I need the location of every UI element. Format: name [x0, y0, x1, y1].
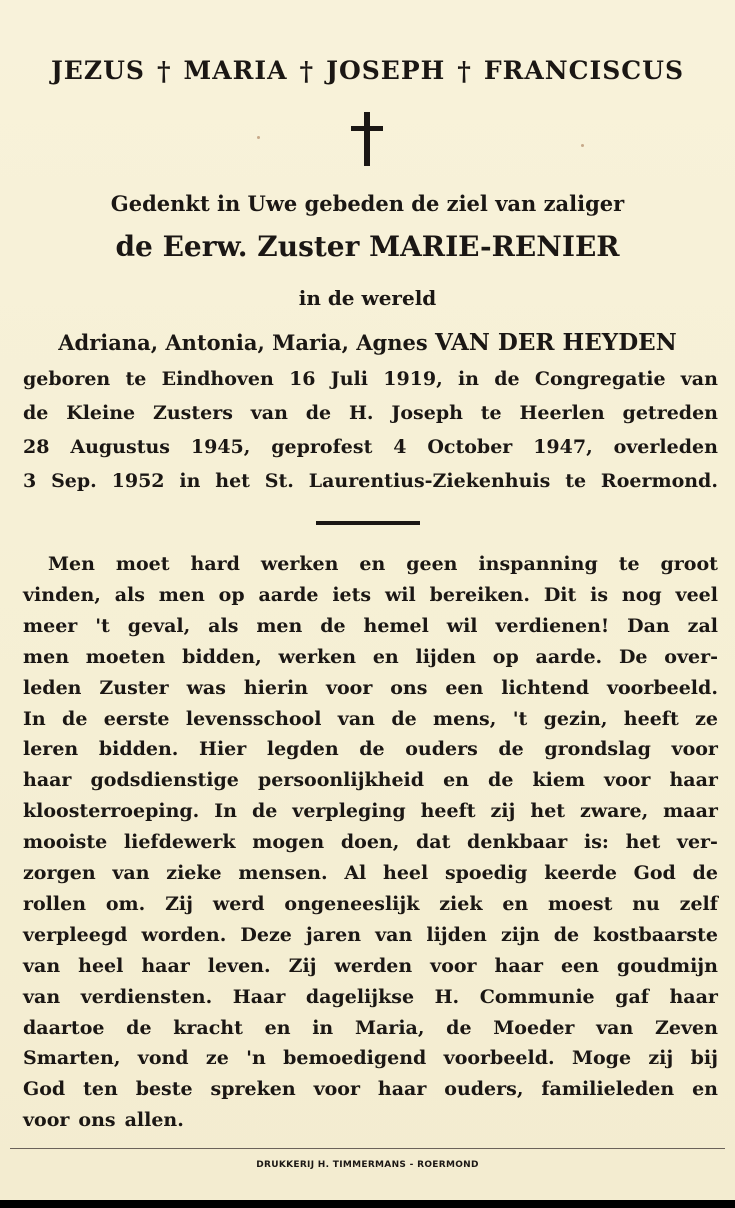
- word: wil: [384, 583, 416, 606]
- word: een: [445, 676, 484, 699]
- bottom-edge: [0, 1200, 735, 1208]
- word: vond: [137, 1047, 189, 1070]
- word: als: [114, 583, 145, 606]
- meditation-line: [23, 1017, 718, 1039]
- word: doen,: [340, 831, 400, 854]
- word: werd: [212, 892, 265, 915]
- word: verpleging: [292, 800, 406, 823]
- word: haar: [669, 985, 718, 1008]
- word: Joseph: [391, 402, 463, 424]
- word: H.: [348, 402, 374, 424]
- word: verpleegd: [23, 923, 128, 946]
- dagger-icon: †: [156, 57, 172, 87]
- word: 't: [95, 614, 110, 637]
- invocation-word: JOSEPH: [326, 56, 446, 85]
- dagger-icon: †: [457, 57, 472, 87]
- word: van: [23, 954, 61, 977]
- word: Congregatie: [534, 368, 666, 390]
- meditation-line: [23, 738, 718, 760]
- word: te: [618, 553, 640, 575]
- word: Moeder: [493, 1016, 575, 1039]
- word: St.: [264, 470, 294, 492]
- word: te: [125, 368, 147, 390]
- word: in: [457, 368, 480, 390]
- word: meer: [23, 614, 78, 637]
- word: men: [158, 583, 205, 606]
- word: ouders: [405, 738, 478, 761]
- word: groot: [660, 553, 718, 575]
- word: Communie: [479, 985, 595, 1008]
- word: en: [692, 1078, 718, 1101]
- word: haar: [23, 769, 72, 792]
- word: bij: [690, 1047, 718, 1070]
- word: leden: [23, 676, 82, 699]
- word: leren: [23, 738, 79, 761]
- word: lijden: [415, 645, 476, 668]
- word: eerste: [103, 707, 170, 730]
- word: van: [375, 923, 413, 946]
- word: 4: [393, 436, 407, 458]
- word: en: [359, 553, 386, 575]
- word: legden: [266, 738, 339, 761]
- meditation-line: [23, 584, 718, 606]
- word: en: [502, 892, 529, 915]
- meditation-line: [23, 986, 718, 1008]
- word: zij: [490, 800, 516, 823]
- word: haar: [494, 954, 543, 977]
- word: geprofest: [271, 436, 373, 458]
- word: ouders,: [444, 1078, 524, 1101]
- word: de: [553, 923, 580, 946]
- meditation-line: [23, 677, 718, 699]
- meditation-line: [23, 800, 718, 822]
- word: allen.: [124, 1109, 184, 1132]
- word: de: [126, 1016, 152, 1039]
- word: Zuster: [99, 676, 169, 699]
- biography-line: [23, 402, 718, 424]
- word: 1952: [111, 470, 165, 492]
- word: October: [427, 436, 513, 458]
- word: levensschool: [185, 707, 322, 730]
- word: bidden,: [182, 645, 262, 668]
- word: de: [305, 402, 332, 424]
- word: op: [492, 645, 519, 668]
- civil-name: [0, 329, 735, 356]
- word: wil: [446, 614, 478, 637]
- word: veel: [675, 583, 718, 606]
- word: 't: [512, 707, 528, 730]
- word: mens,: [433, 707, 497, 730]
- word: geboren: [23, 368, 111, 390]
- word: te: [480, 402, 502, 424]
- word: en: [443, 769, 469, 792]
- meditation-line: [23, 1047, 718, 1069]
- word: werken: [278, 645, 357, 668]
- word: ziek: [439, 892, 483, 915]
- word: in: [179, 470, 201, 492]
- meditation-line: [23, 831, 718, 853]
- word: hierin: [243, 676, 309, 699]
- word: haar: [141, 954, 190, 977]
- word: hard: [190, 553, 240, 575]
- meditation-line: [23, 708, 718, 730]
- meditation-line: [23, 955, 718, 977]
- invocation-line: [0, 56, 735, 86]
- word: familieleden: [541, 1078, 675, 1101]
- word: ze: [695, 707, 718, 730]
- word: geen: [406, 553, 458, 575]
- word: van: [596, 1016, 634, 1039]
- word: het: [530, 800, 566, 823]
- word: mensen.: [238, 862, 328, 884]
- word: en: [264, 1016, 291, 1039]
- word: denkbaar: [467, 831, 568, 854]
- invocation-word: FRANCISCUS: [483, 56, 685, 85]
- dagger-icon: †: [299, 57, 315, 87]
- meditation-line: [23, 646, 718, 668]
- meditation-line: [23, 615, 718, 637]
- word: In: [23, 707, 46, 730]
- printer-imprint: DRUKKERIJ H. TIMMERMANS - ROERMOND: [256, 1160, 479, 1170]
- word: de: [391, 707, 417, 730]
- word: De: [618, 645, 648, 668]
- word: is: [590, 583, 609, 606]
- word: heel: [78, 954, 124, 977]
- word: de: [494, 368, 520, 390]
- meditation-line: [23, 1109, 718, 1131]
- word: 28: [23, 436, 50, 458]
- word: nu: [632, 892, 660, 915]
- word: dat: [416, 831, 451, 854]
- word: voorbeeld.: [606, 676, 718, 699]
- word: jaren: [305, 923, 362, 946]
- word: als: [208, 614, 239, 637]
- invocation-word: JEZUS: [50, 56, 145, 85]
- word: bemoedigend: [283, 1047, 427, 1070]
- word: Zij: [288, 954, 317, 977]
- word: 16: [289, 368, 316, 390]
- word: werken: [260, 553, 339, 575]
- word: ons: [78, 1109, 116, 1132]
- word: de: [692, 862, 718, 884]
- in-the-world-label: in de wereld: [298, 286, 437, 310]
- word: 1947,: [533, 436, 593, 458]
- word: Juli: [330, 368, 368, 390]
- latin-cross-icon: [351, 112, 383, 166]
- word: Zusters: [152, 402, 233, 424]
- word: lichtend: [501, 676, 590, 699]
- word: voor: [325, 676, 373, 699]
- word: voor: [430, 954, 477, 977]
- word: mooiste: [23, 831, 108, 854]
- word: overleden: [613, 436, 718, 458]
- word: gezin,: [543, 707, 608, 730]
- word: de: [446, 1016, 472, 1039]
- word: werden: [334, 954, 413, 977]
- word: spreken: [210, 1078, 296, 1101]
- word: Smarten,: [23, 1047, 121, 1070]
- word: keerde: [544, 862, 617, 884]
- word: grondslag: [544, 738, 651, 761]
- word: Deze: [240, 923, 292, 946]
- word: 'n: [246, 1047, 266, 1070]
- word: geval,: [127, 614, 191, 637]
- word: voor: [604, 769, 651, 792]
- surname: VAN DER HEYDEN: [435, 329, 677, 356]
- word: leven.: [207, 954, 271, 977]
- word: Laurentius-Ziekenhuis: [308, 470, 551, 492]
- word: van: [680, 368, 718, 390]
- word: de: [62, 707, 88, 730]
- word: rollen: [23, 892, 87, 915]
- commemoration-text: Gedenkt in Uwe gebeden de ziel van zaliger: [110, 191, 625, 216]
- word: ongeneeslijk: [284, 892, 420, 915]
- word: en: [372, 645, 399, 668]
- word: zelf: [679, 892, 718, 915]
- word: voor: [671, 738, 718, 761]
- word: In: [214, 800, 237, 823]
- word: ons: [390, 676, 428, 699]
- word: over-: [664, 645, 718, 668]
- word: Moge: [571, 1047, 632, 1070]
- divider-rule: [316, 521, 420, 525]
- word: verdiensten.: [80, 985, 213, 1008]
- word: inspanning: [478, 553, 598, 575]
- word: zieke: [166, 862, 222, 884]
- word: liefdewerk: [123, 831, 236, 854]
- meditation-line: [23, 862, 718, 884]
- meditation-line: [23, 1078, 718, 1100]
- word: kiem: [532, 769, 586, 792]
- word: Sep.: [51, 470, 97, 492]
- word: moeten: [85, 645, 166, 668]
- word: aarde.: [535, 645, 603, 668]
- word: persoonlijkheid: [257, 769, 425, 792]
- word: is:: [583, 831, 609, 854]
- word: heel: [383, 862, 429, 884]
- word: kloosterroeping.: [23, 800, 200, 823]
- word: daartoe: [23, 1016, 105, 1039]
- word: haar: [377, 1078, 427, 1101]
- biography-line: [23, 368, 718, 390]
- word: lijden: [426, 923, 487, 946]
- word: haar: [669, 769, 718, 792]
- biography-line: [23, 436, 718, 458]
- meditation-line: [23, 893, 718, 915]
- word: God: [23, 1078, 66, 1101]
- word: zijn: [500, 923, 540, 946]
- word: Roermond.: [600, 470, 718, 492]
- word: de: [488, 769, 514, 792]
- word: in: [312, 1016, 334, 1039]
- word: verdienen!: [495, 614, 610, 637]
- word: van: [250, 402, 288, 424]
- word: moest: [548, 892, 613, 915]
- word: Maria,: [354, 1016, 425, 1039]
- word: Dit: [543, 583, 577, 606]
- word: Eindhoven: [161, 368, 274, 390]
- religious-name: de Eerw. Zuster MARIE-RENIER: [115, 230, 620, 263]
- word: Al: [344, 862, 367, 884]
- word: heeft: [623, 707, 679, 730]
- word: zal: [687, 614, 718, 637]
- word: Dan: [627, 614, 670, 637]
- word: heeft: [420, 800, 476, 823]
- word: het: [215, 470, 250, 492]
- word: spoedig: [444, 862, 528, 884]
- word: de: [23, 402, 49, 424]
- word: bereiken.: [429, 583, 530, 606]
- word: H.: [434, 985, 460, 1008]
- word: ze: [205, 1047, 229, 1070]
- word: men: [23, 645, 70, 668]
- word: mogen: [252, 831, 325, 854]
- word: zij: [648, 1047, 674, 1070]
- word: om.: [105, 892, 146, 915]
- word: te: [565, 470, 587, 492]
- word: zorgen: [23, 862, 96, 884]
- word: Men: [48, 553, 95, 575]
- biography-line: [23, 470, 718, 492]
- word: gaf: [615, 985, 649, 1008]
- word: de: [359, 738, 385, 761]
- word: iets: [332, 583, 372, 606]
- given-names: Adriana, Antonia, Maria, Agnes: [58, 330, 428, 355]
- word: worden.: [141, 923, 227, 946]
- meditation-line: [48, 553, 718, 575]
- footer-rule: [10, 1148, 725, 1149]
- word: moet: [115, 553, 170, 575]
- meditation-line: [23, 924, 718, 946]
- word: de: [498, 738, 524, 761]
- word: voorbeeld.: [443, 1047, 555, 1070]
- word: nog: [621, 583, 662, 606]
- word: bidden.: [98, 738, 179, 761]
- word: een: [560, 954, 599, 977]
- word: God: [633, 862, 676, 884]
- word: voor: [313, 1078, 360, 1101]
- word: van: [112, 862, 150, 884]
- word: 1919,: [383, 368, 443, 390]
- word: vinden,: [23, 583, 101, 606]
- word: voor: [23, 1109, 70, 1132]
- word: ver-: [676, 831, 718, 854]
- word: was: [186, 676, 226, 699]
- word: Haar: [232, 985, 286, 1008]
- word: zware,: [580, 800, 649, 823]
- word: men: [256, 614, 303, 637]
- invocation-word: MARIA: [183, 56, 288, 85]
- word: Zij: [165, 892, 194, 915]
- word: 1945,: [190, 436, 251, 458]
- word: van: [23, 985, 61, 1008]
- word: Augustus: [70, 436, 170, 458]
- word: hemel: [363, 614, 429, 637]
- word: Heerlen: [519, 402, 605, 424]
- word: maar: [663, 800, 718, 823]
- word: van: [337, 707, 375, 730]
- meditation-line: [23, 769, 718, 791]
- word: dagelijkse: [305, 985, 415, 1008]
- word: goudmijn: [616, 954, 718, 977]
- word: Kleine: [66, 402, 136, 424]
- word: kostbaarste: [593, 923, 718, 946]
- word: de: [251, 800, 278, 823]
- word: op: [218, 583, 245, 606]
- word: getreden: [622, 402, 718, 424]
- word: de: [320, 614, 346, 637]
- word: beste: [135, 1078, 193, 1101]
- word: aarde: [258, 583, 319, 606]
- word: kracht: [173, 1016, 243, 1039]
- word: Hier: [199, 738, 247, 761]
- word: ten: [83, 1078, 118, 1101]
- word: 3: [23, 470, 37, 492]
- word: het: [625, 831, 661, 854]
- word: Zeven: [655, 1016, 718, 1039]
- word: godsdienstige: [90, 769, 239, 792]
